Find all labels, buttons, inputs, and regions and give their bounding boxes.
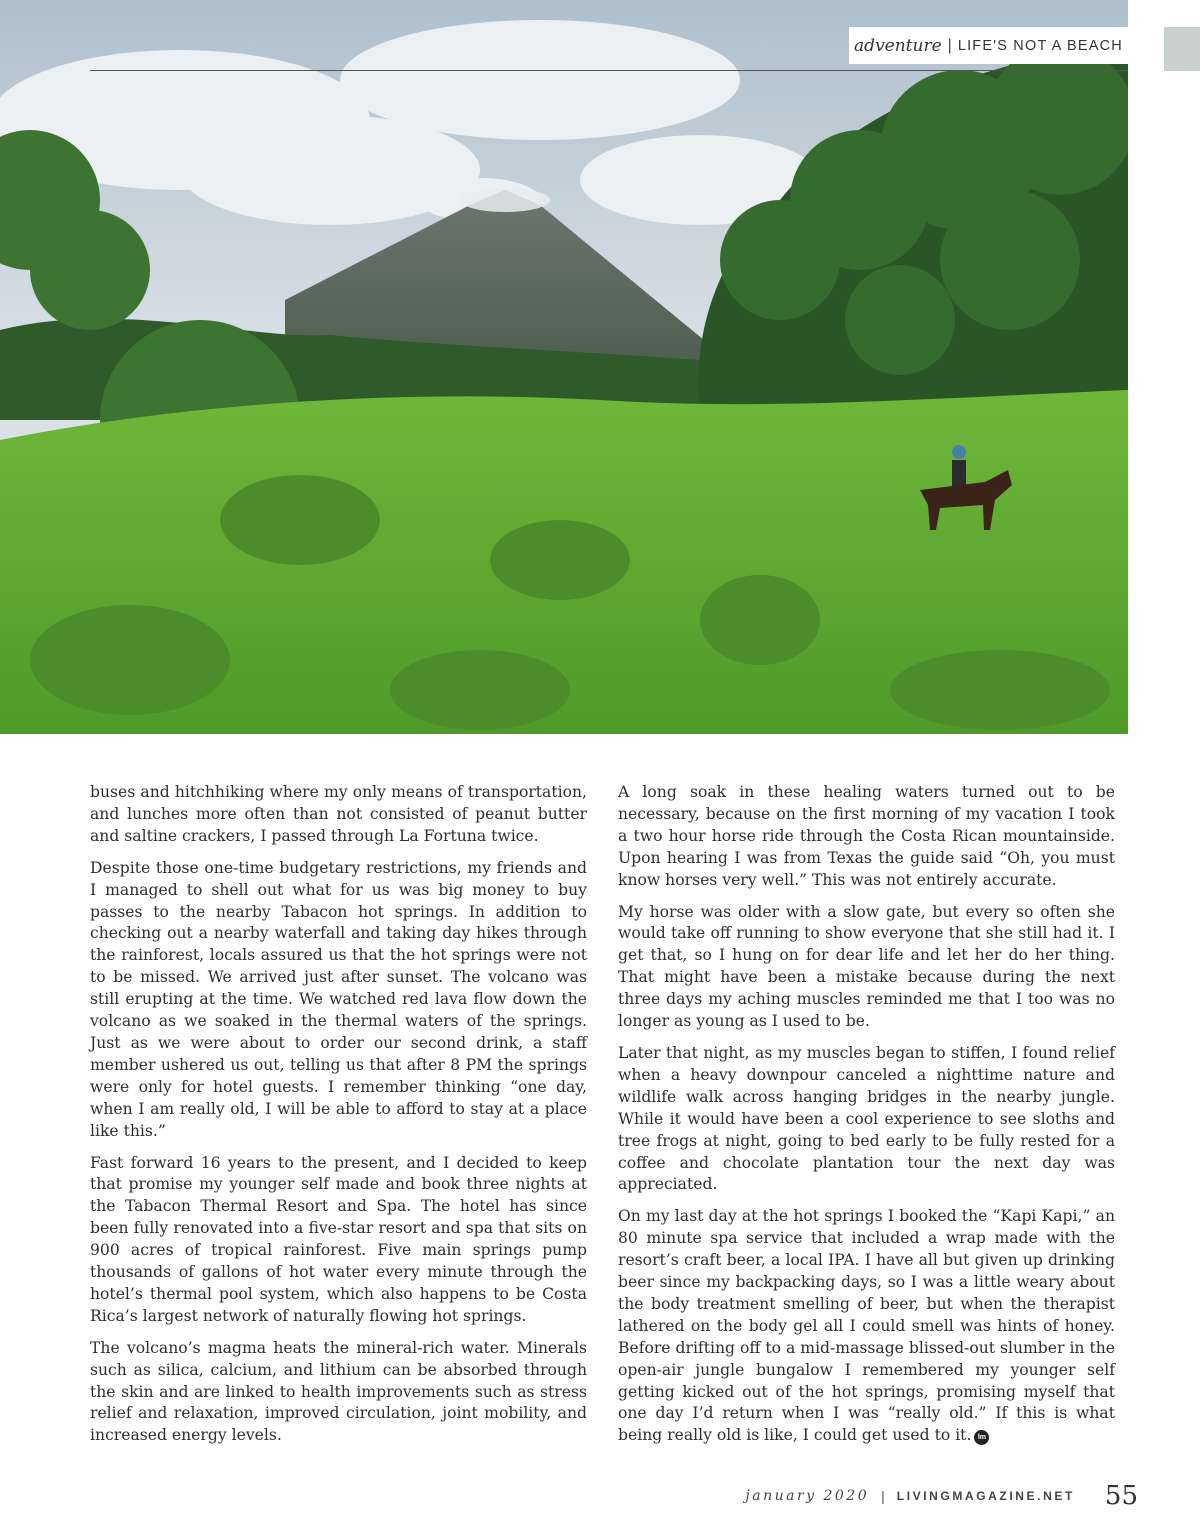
paragraph: Fast forward 16 years to the present, and I decided to keep that promise my younger self made and book three nights at the Tabacon Thermal Resort and Spa. The hotel has since been fully renovated into a five-star resort and spa that sits on 900 acres of tropical rainforest. Five main springs pump thousands of gallons of hot water every minute through the hotel’s thermal pool system, which also happens to be Costa Rica’s largest network of naturally flowing hot springs. (90, 1153, 587, 1325)
section-tag (849, 27, 1128, 64)
page-number: 55 (1104, 1481, 1138, 1511)
paragraph-text: On my last day at the hot springs I booked the “Kapi Kapi,” an 80 minute spa service that included a wrap made with the resort’s craft beer, a local IPA. I have all but given up drinking beer since my backpacking days, so I was a little weary about the body treatment smelling of beer, but when the therapist lathered on the body gel all I could smell was hints of honey. Before drifting off to a mid-massage blissed-out slumber in the open-air jungle bungalow I remembered my younger self getting kicked out of the hot springs, promising myself that one day I’d return when I was “really old.” If this is what being really old is like, I could get used to it. (618, 1207, 1115, 1445)
hero-photo (0, 0, 1128, 734)
article-column-left (90, 782, 587, 1457)
living-magazine-end-mark-icon: lm (974, 1430, 989, 1445)
paragraph: Later that night, as my muscles began to stiffen, I found relief when a heavy downpour canceled a nighttime nature and wildlife walk across hanging bridges in the nearby jungle. While it would have been a cool experience to see sloths and tree frogs at night, going to bed early to be fully rested for a coffee and chocolate plantation tour the next day was appreciated. (618, 1043, 1115, 1194)
section-kicker: adventure (854, 35, 942, 56)
volcano-landscape-photo (0, 0, 1128, 734)
header-rule (90, 70, 1128, 71)
issue-date: january 2020 (745, 1488, 870, 1504)
paragraph: A long soak in these healing waters turned out to be necessary, because on the first morning of my vacation I took a two hour horse ride through the Costa Rican mountainside. Upon hearing I was from Texas the guide said “Oh, you must know horses very well.” This was not entirely accurate. (618, 783, 1115, 889)
paragraph: The volcano’s magma heats the mineral-rich water. Minerals such as silica, calcium, and lithium can be absorbed through the skin and are linked to health improvements such as stress relief and relaxation, improved circulation, joint mobility, and increased energy levels. (90, 1338, 587, 1445)
paragraph: My horse was older with a slow gate, but every so often she would take off running to show everyone that she still had it. I get that, so I hung on for dear life and let her do her thing. That might have been a mistake because during the next three days my aching muscles reminded me that I too was no longer as young as I used to be. (618, 902, 1115, 1031)
article-column-right (618, 782, 1115, 1457)
paragraph-last (618, 1206, 1115, 1447)
page-footer (745, 1478, 1138, 1514)
series-title: LIFE'S NOT A BEACH (957, 37, 1123, 54)
section-separator: | (947, 36, 952, 54)
website-link[interactable]: LIVINGMAGAZINE.NET (896, 1489, 1075, 1503)
paragraph: buses and hitchhiking where my only means of transportation, and lunches more often than not consisted of peanut butter and saltine crackers, I passed through La Fortuna twice. (90, 783, 587, 845)
side-color-tab (1164, 27, 1200, 71)
footer-separator: | (881, 1488, 885, 1504)
paragraph: Despite those one-time budgetary restrictions, my friends and I managed to shell out what for us was big money to buy passes to the nearby Tabacon hot springs. In addition to checking out a nearby waterfall and taking day hikes through the rainforest, locals assured us that the hot springs were not to be missed. We arrived just after sunset. The volcano was still erupting at the time. We watched red lava flow down the volcano as we soaked in the thermal waters of the springs. Just as we were about to order our second drink, a staff member ushered us out, telling us that after 8 PM the springs were only for hotel guests. I remember thinking “one day, when I am really old, I will be able to afford to stay at a place like this.” (90, 858, 587, 1140)
